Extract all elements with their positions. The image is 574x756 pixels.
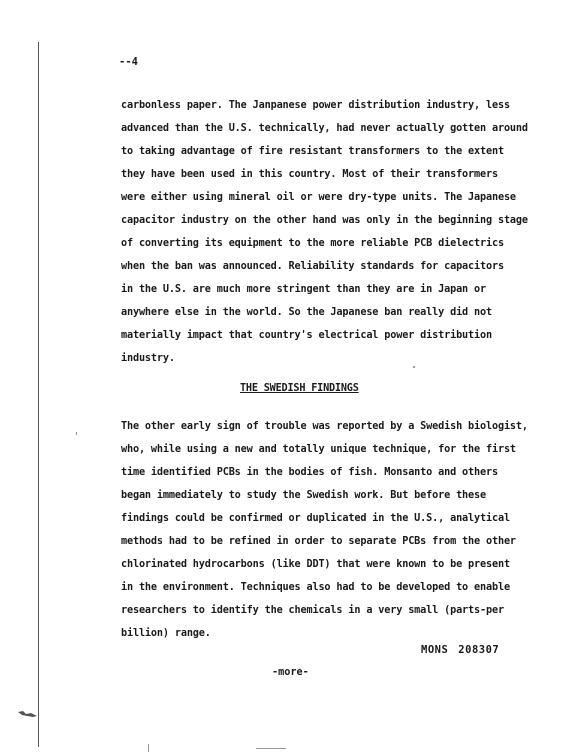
paragraph-line: anywhere else in the world. So the Japanese ban really did not <box>121 307 492 318</box>
paragraph-line: in the environment. Techniques also had to be developed to enable <box>121 582 510 593</box>
paragraph-line: materially impact that country's electrical power distribution <box>121 330 492 341</box>
paragraph-line: billion) range. <box>121 628 211 639</box>
paragraph-line: to taking advantage of fire resistant transformers to the extent <box>121 146 504 157</box>
scan-speck <box>76 432 77 435</box>
paragraph-line: capacitor industry on the other hand was only in the beginning stage <box>121 215 528 226</box>
paragraph-line: they have been used in this country. Most of their transformers <box>121 169 498 180</box>
paragraph-line: in the U.S. are much more stringent than they are in Japan or <box>121 284 486 295</box>
paragraph-line: carbonless paper. The Janpanese power distribution industry, less <box>121 100 510 111</box>
paragraph-line: began immediately to study the Swedish work. But before these <box>121 490 486 501</box>
paragraph-line: were either using mineral oil or were dry-type units. The Japanese <box>121 192 516 203</box>
paragraph-line: The other early sign of trouble was reported by a Swedish biologist, <box>121 421 528 432</box>
continuation-marker: -more- <box>272 667 309 678</box>
paragraph-line: when the ban was announced. Reliability standards for capacitors <box>121 261 504 272</box>
paragraph-line: findings could be confirmed or duplicated in the U.S., analytical <box>121 513 510 524</box>
paragraph-line: who, while using a new and totally unique technique, for the first <box>121 444 516 455</box>
scan-speck <box>256 748 286 749</box>
page-number: --4 <box>119 56 138 68</box>
section-heading: THE SWEDISH FINDINGS <box>240 383 359 394</box>
paragraph-1 <box>121 94 551 370</box>
scan-speck <box>148 744 149 752</box>
scan-speck <box>413 366 415 368</box>
paragraph-line: researchers to identify the chemicals in a very small (parts-per <box>121 605 504 616</box>
scan-artifact-icon <box>17 709 39 719</box>
paragraph-2 <box>121 415 551 645</box>
bates-prefix: MONS <box>421 644 449 656</box>
bates-stamp <box>421 644 499 656</box>
left-margin-rule <box>38 42 39 747</box>
paragraph-line: of converting its equipment to the more reliable PCB dielectrics <box>121 238 504 249</box>
paragraph-line: time identified PCBs in the bodies of fish. Monsanto and others <box>121 467 498 478</box>
bates-number: 208307 <box>458 644 500 656</box>
paragraph-line: chlorinated hydrocarbons (like DDT) that were known to be present <box>121 559 510 570</box>
paragraph-line: methods had to be refined in order to separate PCBs from the other <box>121 536 516 547</box>
paragraph-line: industry. <box>121 353 175 364</box>
paragraph-line: advanced than the U.S. technically, had never actually gotten around <box>121 123 528 134</box>
